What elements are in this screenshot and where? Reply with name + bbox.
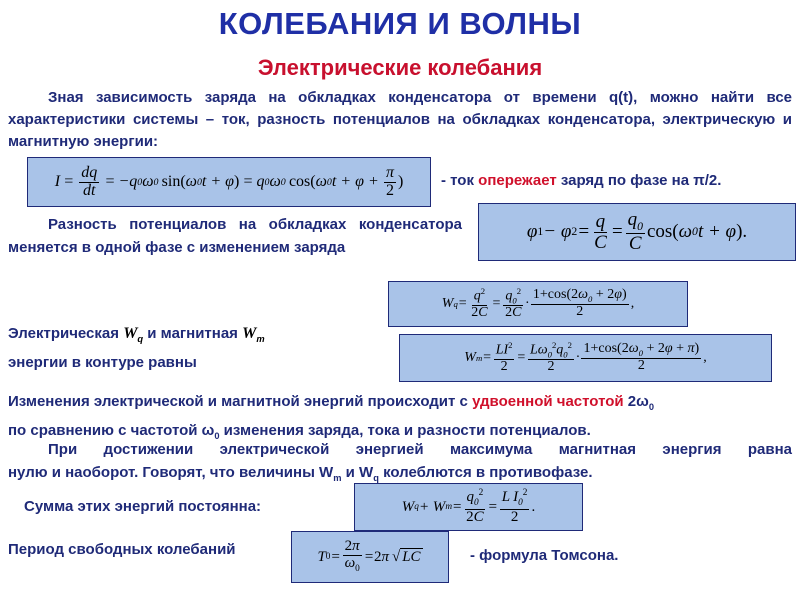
- doubled-frequency-text: Изменения электрической и магнитной энергий происходит с удвоенной частотой $2\omega_0$ по сравнению с частотой $\omega_0$ изменения заряда, тока и разности потенциалов.: [8, 393, 654, 441]
- page-subtitle: Электрические колебания: [257, 55, 543, 80]
- period-label: Период свободных колебаний: [8, 541, 236, 558]
- current-phase-note: - ток опережает заряд по фазе на π/2.: [441, 172, 722, 189]
- sum-label: Сумма этих энергий постоянна:: [24, 498, 262, 515]
- thomson-label: - формула Томсона.: [470, 547, 619, 564]
- page-title: КОЛЕБАНИЯ И ВОЛНЫ: [218, 6, 582, 41]
- energy-sum-formula: W q + W m = $\frac{q_0^2}{2C}$ = $\frac{L I_0^2}{2}$ .: [354, 483, 583, 531]
- current-formula: I = $\frac{dq}{dt}$ = −q 0 ω 0 sin ( ω 0 t + φ ) = q 0 ω 0 cos ( ω 0 t + φ + $\frac{\pi}{2}$ ): [27, 157, 431, 207]
- magnetic-energy-formula: W m = $\frac{LI^2}{2}$ = $\frac{L\omega_0^2q_0^2}{2}$ · $\frac{1+\cos(2\omega_0 + 2\varphi + \pi)}{2}$ ,: [399, 334, 772, 382]
- potential-text: Разность потенциалов на обкладках конденсатора меняется в одной фазе с изменением заряда: [8, 213, 462, 259]
- intro-paragraph: Зная зависимость заряда на обкладках конденсатора от времени q(t), можно найти все характеристики системы – ток, разность потенциалов на обкладках конденсатора, электрическую и магнитную энергии:: [8, 89, 792, 150]
- antiphase-text: При достижении электрической энергией максимума магнитная энергия равна нулю и наоборот. Говорят, что величины $W_m$ и $W_q$ колеблются в противофазе.: [8, 441, 792, 483]
- thomson-formula: T 0 = $\frac{2\pi}{\omega_0}$ = 2 π √ LC: [291, 531, 449, 583]
- electric-energy-formula: W q = $\frac{q^2}{2C}$ = $\frac{q_0^2}{2C}$ · $\frac{1+\cos(2\omega_0 + 2\varphi)}{2}$ ,: [388, 281, 688, 327]
- energy-label: Электрическая $W_q$ и магнитная $W_m$ энергии в контуре равны: [8, 325, 265, 371]
- potential-formula: φ 1 − φ 2 = $\frac{q}{C}$ = $\frac{q_0}{C}$ cos( ω 0 t + φ ).: [478, 203, 796, 261]
